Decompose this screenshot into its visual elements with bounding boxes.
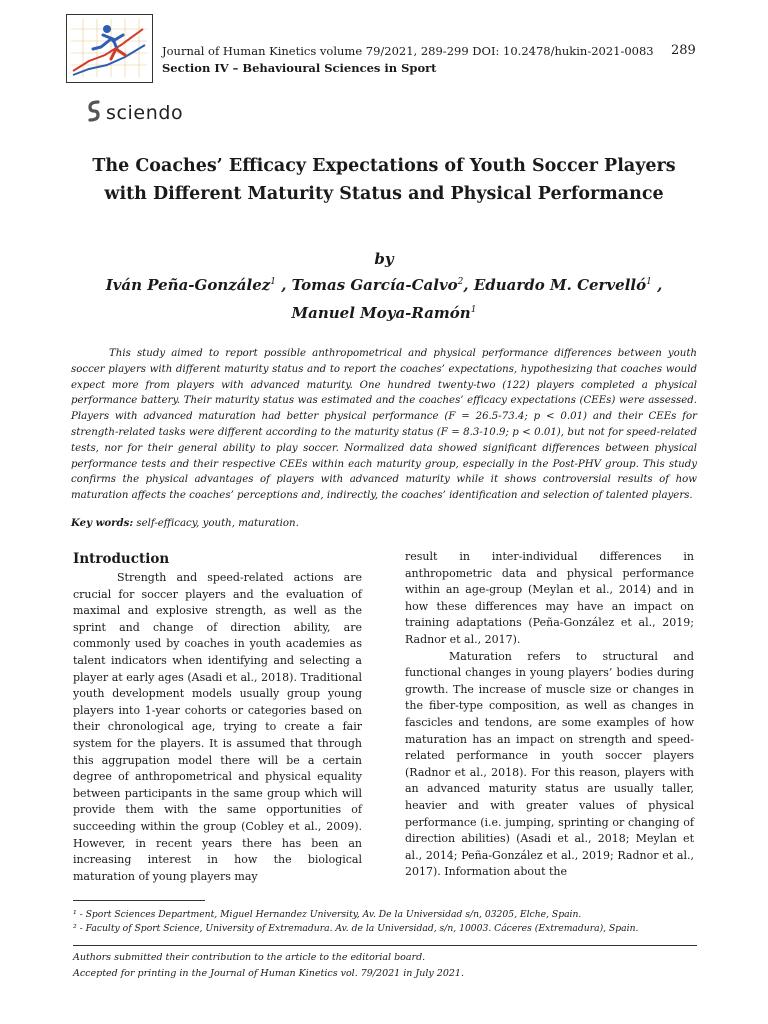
footer-note: Authors submitted their contribution to the article to the editorial board. <box>73 952 426 963</box>
article-title <box>40 152 728 208</box>
author-affiliation: 1 <box>270 277 276 287</box>
page-number: 289 <box>671 43 696 58</box>
footer-divider <box>73 945 697 946</box>
sciendo-logo-icon <box>88 99 100 127</box>
journal-logo-icon <box>66 14 153 83</box>
keywords-label: Key words: <box>71 517 134 529</box>
publisher-logo <box>88 100 183 126</box>
abstract: This study aimed to report possible anthropometrical and physical performance differences between youth soccer players with different maturity status and to report the coaches’ expectations, hypothesizing that coaches would expect more from players with advanced maturity. One hundred twenty-two (122) players completed a physical performance battery. Their maturity status was estimated and the coaches’ efficacy expectations (CEEs) were assessed. Players with advanced maturation had better physical performance (F = 26.5-73.4; p < 0.01) and their CEEs for strength-related tasks were different according to the maturity status (F = 8.3-10.9; p < 0.01), but not for speed-related tests, nor for their general ability to play soccer. Normalized data showed significant differences between physical performance tests and their respective CEEs within each maturity group, especially in the Post-PHV group. This study confirms the physical advantages of players with advanced maturity while it shows controversial results of how maturation affects the coaches’ perceptions and, indirectly, the coaches’ identification and selection of talented players. <box>71 348 697 502</box>
publisher-name: sciendo <box>106 102 184 124</box>
footer-note: Accepted for printing in the Journal of Human Kinetics vol. 79/2021 in July 2021. <box>73 968 464 979</box>
body-text-right <box>405 549 694 881</box>
author-name: Tomas García-Calvo <box>291 276 458 294</box>
author-name: Manuel Moya-Ramón <box>291 304 471 322</box>
author-affiliation: 1 <box>646 277 652 287</box>
paragraph: result in inter-individual differences in anthropometric data and physical performance within an age-group (Meylan et al., 2014) and in how these differences may have an impact on training adaptations (Peña-González et al., 2019; Radnor et al., 2017). <box>405 550 694 646</box>
title-line: The Coaches’ Efficacy Expectations of Youth Soccer Players <box>92 156 676 176</box>
title-line: with Different Maturity Status and Physical Performance <box>104 184 664 204</box>
author-name: Eduardo M. Cervelló <box>473 276 647 294</box>
author-name: Iván Peña-González <box>105 276 271 294</box>
keywords <box>71 517 697 529</box>
keywords-list: self-efficacy, youth, maturation. <box>136 518 299 529</box>
footnote-2: ² - Faculty of Sport Science, University of Extremadura. Av. de la Universidad, s/n, 10003. Cáceres (Extremadura), Spain. <box>73 923 639 934</box>
section-heading: Introduction <box>73 551 170 567</box>
paragraph: Maturation refers to structural and functional changes in young players’ bodies during growth. The increase of muscle size or changes in the fiber-type composition, as well as changes in fascicles and tendons, are some examples of how maturation has an impact on strength and speed-related performance in youth soccer players (Radnor et al., 2018). For this reason, players with an advanced maturity status are usually taller, heavier and with greater values of physical performance (i.e. jumping, sprinting or changing of direction abilities) (Asadi et al., 2018; Meylan et al., 2014; Peña-González et al., 2019; Radnor et al., 2017). Information about the <box>405 649 694 879</box>
footnote-1: ¹ - Sport Sciences Department, Miguel Hernandez University, Av. De la Universidad s/n, 03205, Elche, Spain. <box>73 909 582 920</box>
footnote-divider <box>73 900 205 901</box>
by-line: by <box>374 250 394 268</box>
section-label: Section IV – Behavioural Sciences in Sport <box>162 61 437 75</box>
journal-citation: Journal of Human Kinetics volume 79/2021, 289-299 DOI: 10.2478/hukin-2021-0083 <box>162 44 654 58</box>
author-affiliation: 1 <box>470 305 477 315</box>
author-affiliation: 2 <box>457 277 464 287</box>
body-text-left: Strength and speed-related actions are crucial for soccer players and the evaluation of maximal and explosive strength, as well as the sprint and change of direction ability, are commonly used by coaches in youth academies as talent indicators when identifying and selecting a player at early ages (Asadi et al., 2018). Traditional youth development models usually group young players into 1-year cohorts or categories based on their chronological age, trying to create a fair system for the players. It is assumed that through this aggrupation model there will be a certain degree of anthropometrical and physical equality between participants in the same group which will provide them with the same opportunities of succeeding within the group (Cobley et al., 2009). However, in recent years there has been an increasing interest in how the biological maturation of young players may <box>73 571 362 883</box>
author-list: Iván Peña-González$^1$ , Tomas García-Calvo$^2$, Eduardo M. Cervelló$^1$ , Manuel Moya-Ramón$^1$ <box>105 276 663 322</box>
